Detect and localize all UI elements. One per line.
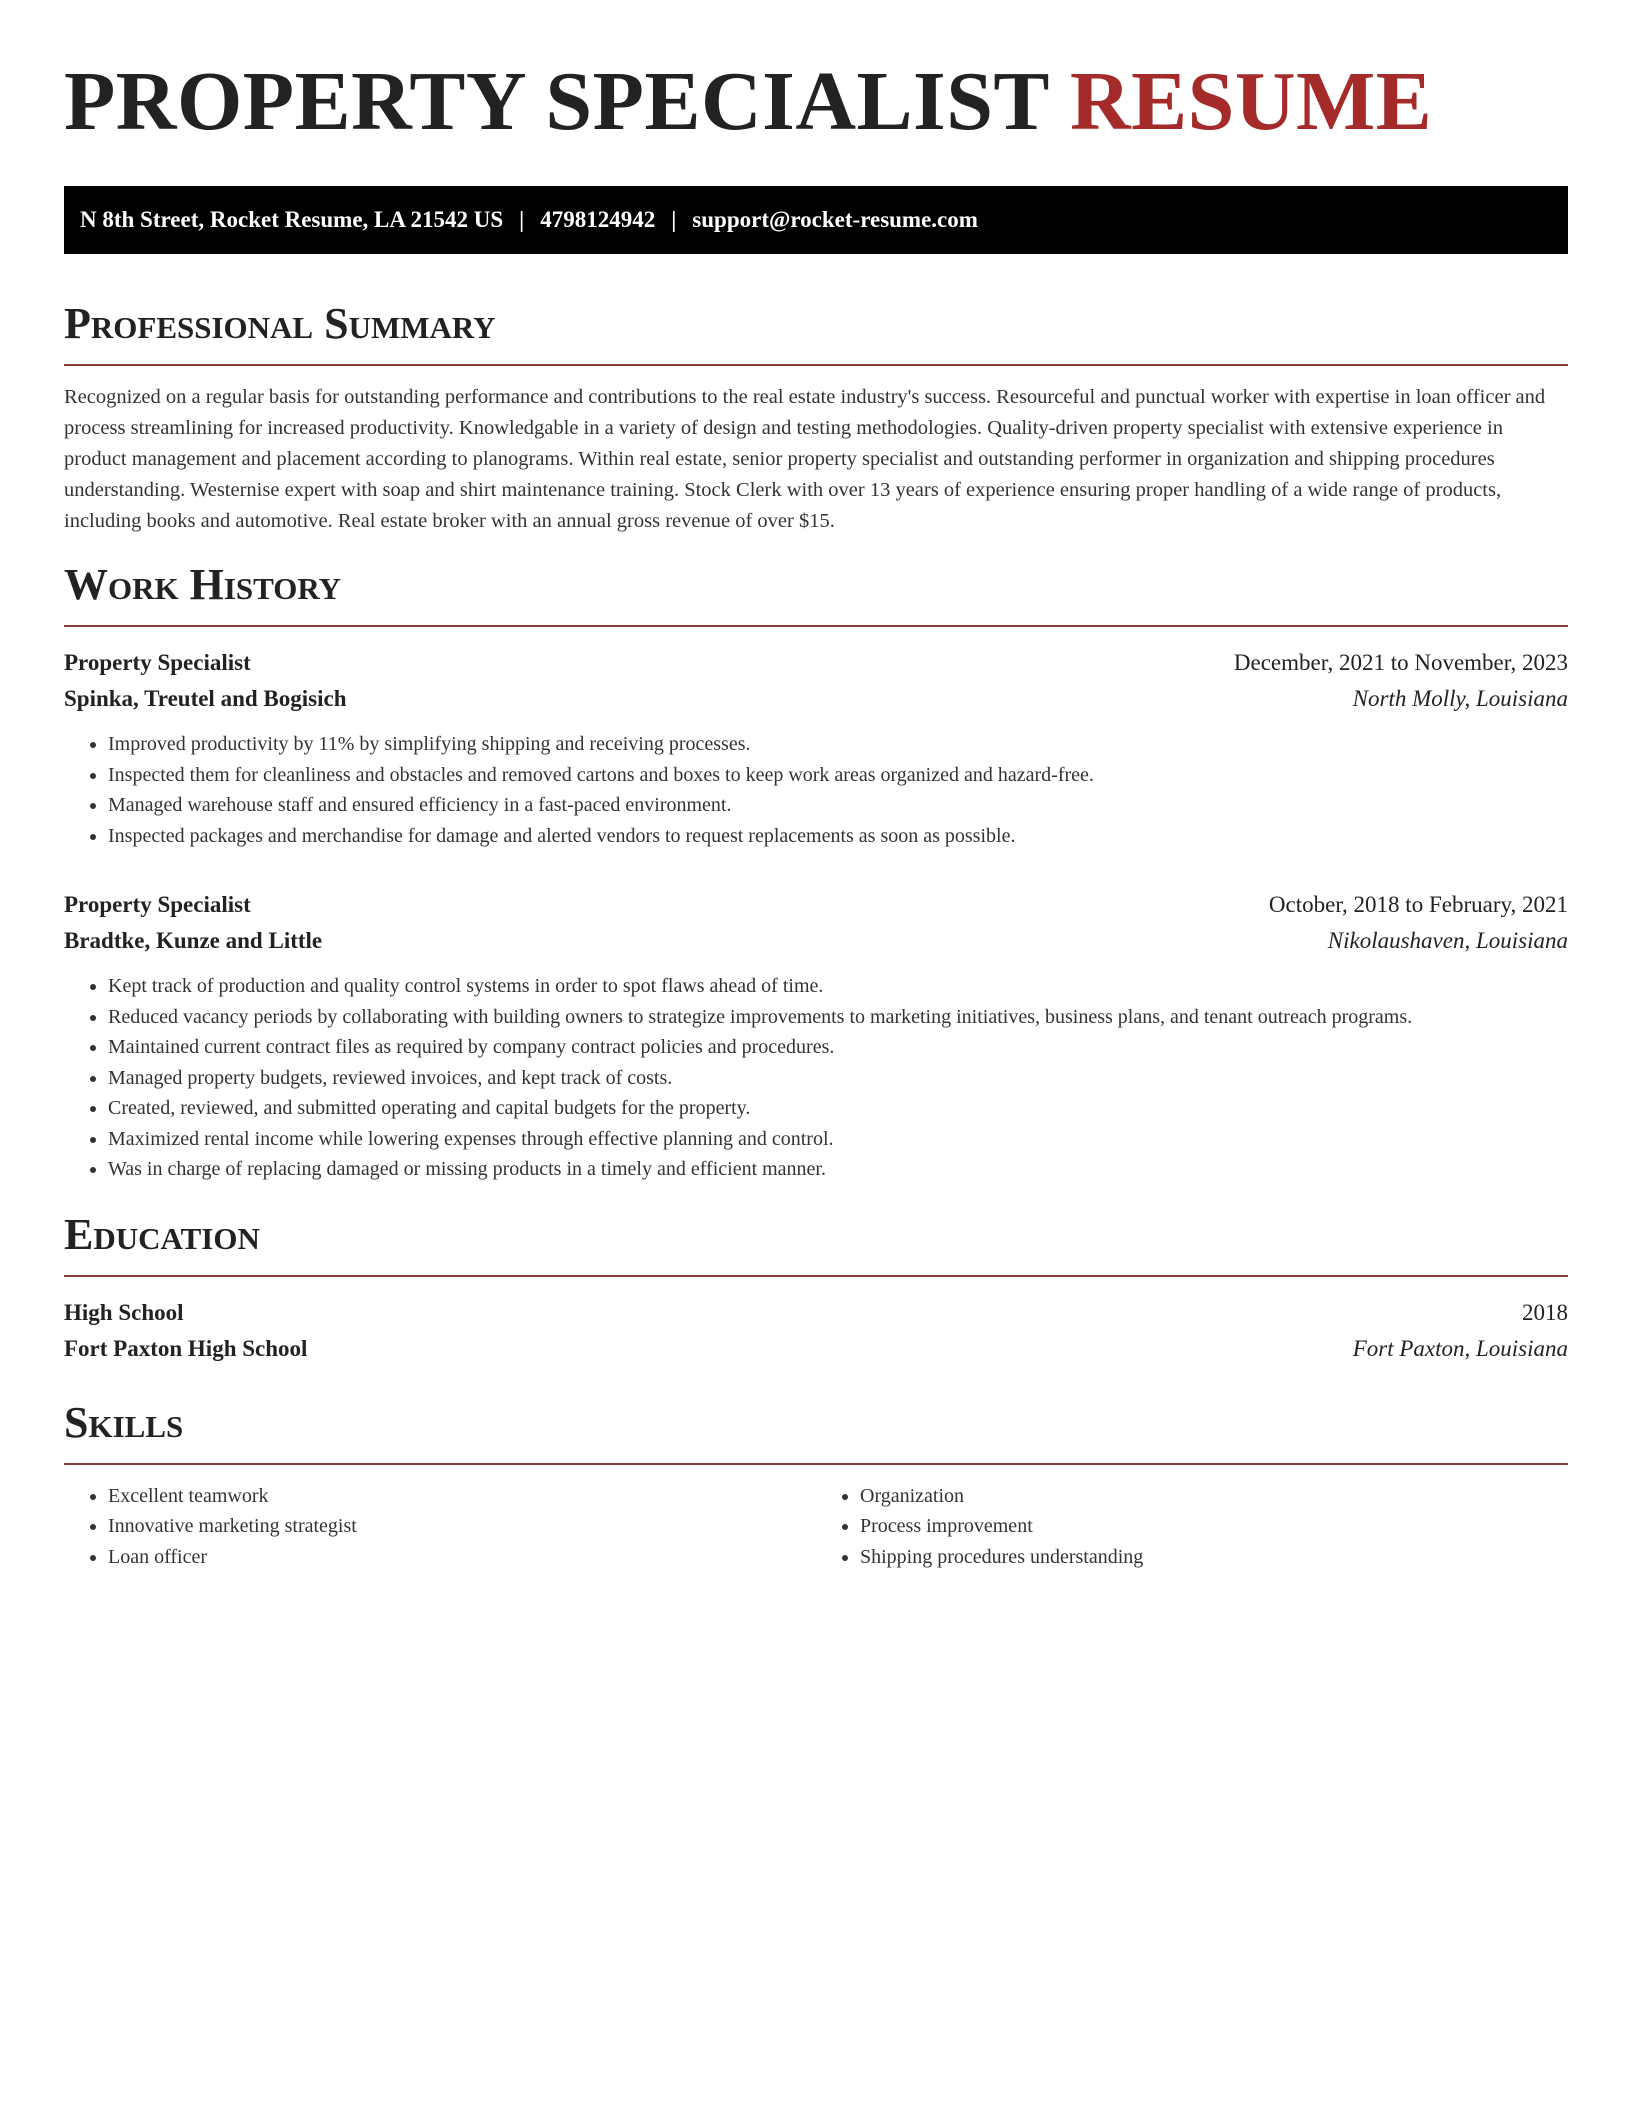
job-company: Spinka, Treutel and Bogisich [64, 686, 347, 711]
list-item: • Managed property budgets, reviewed invoices, and kept track of costs. [108, 1063, 1568, 1094]
education-year: 2018 [1522, 1299, 1568, 1325]
job-company-line [64, 923, 1568, 959]
list-item: • Excellent teamwork [108, 1481, 816, 1512]
list-item: • Process improvement [860, 1511, 1568, 1542]
job-entry [64, 645, 1568, 851]
list-item: • Organization [860, 1481, 1568, 1512]
contact-phone: 4798124942 [540, 207, 656, 232]
contact-address: N 8th Street, Rocket Resume, LA 21542 US [80, 207, 504, 232]
work-history-section [64, 559, 1568, 1185]
job-company-line [64, 681, 1568, 717]
education-header-line [64, 1295, 1568, 1331]
job-header-line [64, 645, 1568, 681]
summary-heading: Professional Summary [64, 299, 496, 348]
section-divider [64, 1463, 1568, 1465]
skills-heading: Skills [64, 1397, 184, 1447]
job-location: Nikolaushaven, Louisiana [1327, 928, 1568, 953]
contact-separator: | [671, 207, 677, 232]
job-location: North Molly, Louisiana [1352, 686, 1568, 711]
list-item: • Innovative marketing strategist [108, 1511, 816, 1542]
skills-section [64, 1397, 1568, 1573]
job-title: Property Specialist [64, 892, 251, 917]
job-dates: December, 2021 to November, 2023 [1233, 650, 1568, 675]
job-header-line [64, 887, 1568, 923]
section-divider [64, 625, 1568, 627]
list-item: • Managed warehouse staff and ensured efficiency in a fast-paced environment. [108, 790, 1568, 821]
summary-text: Recognized on a regular basis for outstanding performance and contributions to the real estate industry's success. Resourceful and punctual worker with expertise in loan officer and process streamlining for increased productivity. Knowledgable in a variety of design and testing methodologies. Quality-driven property specialist with extensive experience in product management and placement according to planograms. Within real estate, senior property specialist and outstanding performer in organization and shipping procedures understanding. Westernise expert with soap and shirt maintenance training. Stock Clerk with over 13 years of experience ensuring proper handling of a wide range of products, including books and automotive. Real estate broker with an annual gross revenue of over $15. [64, 386, 1546, 532]
list-item: • Inspected them for cleanliness and obstacles and removed cartons and boxes to keep work areas organized and hazard-free. [108, 760, 1568, 791]
summary-section [64, 298, 1568, 537]
work-history-heading: Work History [64, 560, 342, 609]
skills-left-column [64, 1481, 816, 1573]
job-dates: October, 2018 to February, 2021 [1268, 892, 1568, 917]
job-bullets [64, 971, 1568, 1185]
skills-right-column [816, 1481, 1568, 1573]
section-divider [64, 1275, 1568, 1277]
list-item: • Inspected packages and merchandise for damage and alerted vendors to request replacements as soon as possible. [108, 821, 1568, 852]
list-item: • Maximized rental income while lowering expenses through effective planning and control. [108, 1124, 1568, 1155]
education-degree: High School [64, 1299, 184, 1325]
list-item: • Loan officer [108, 1542, 816, 1573]
contact-email: support@rocket-resume.com [692, 207, 978, 232]
job-company: Bradtke, Kunze and Little [64, 928, 323, 953]
section-divider [64, 364, 1568, 366]
list-item: • Was in charge of replacing damaged or missing products in a timely and efficient manner. [108, 1154, 1568, 1185]
resume-title [64, 56, 1568, 148]
list-item: • Shipping procedures understanding [860, 1542, 1568, 1573]
education-school-line [64, 1331, 1568, 1367]
job-bullets [64, 729, 1568, 851]
list-item: • Kept track of production and quality control systems in order to spot flaws ahead of time. [108, 971, 1568, 1002]
list-item: • Improved productivity by 11% by simplifying shipping and receiving processes. [108, 729, 1568, 760]
education-entry [64, 1295, 1568, 1367]
skills-grid [64, 1481, 1568, 1573]
job-entry [64, 887, 1568, 1185]
contact-bar [64, 186, 1568, 254]
education-heading: Education [64, 1209, 260, 1259]
education-section [64, 1209, 1568, 1367]
list-item: • Maintained current contract files as required by company contract policies and procedures. [108, 1032, 1568, 1063]
contact-separator: | [519, 207, 525, 232]
title-accent: RESUME [1069, 55, 1433, 148]
title-main: PROPERTY SPECIALIST [64, 55, 1049, 148]
list-item: • Created, reviewed, and submitted operating and capital budgets for the property. [108, 1093, 1568, 1124]
education-location: Fort Paxton, Louisiana [1352, 1335, 1568, 1361]
job-title: Property Specialist [64, 650, 251, 675]
list-item: • Reduced vacancy periods by collaborating with building owners to strategize improvements to marketing initiatives, business plans, and tenant outreach programs. [108, 1002, 1568, 1033]
education-school: Fort Paxton High School [64, 1335, 308, 1361]
